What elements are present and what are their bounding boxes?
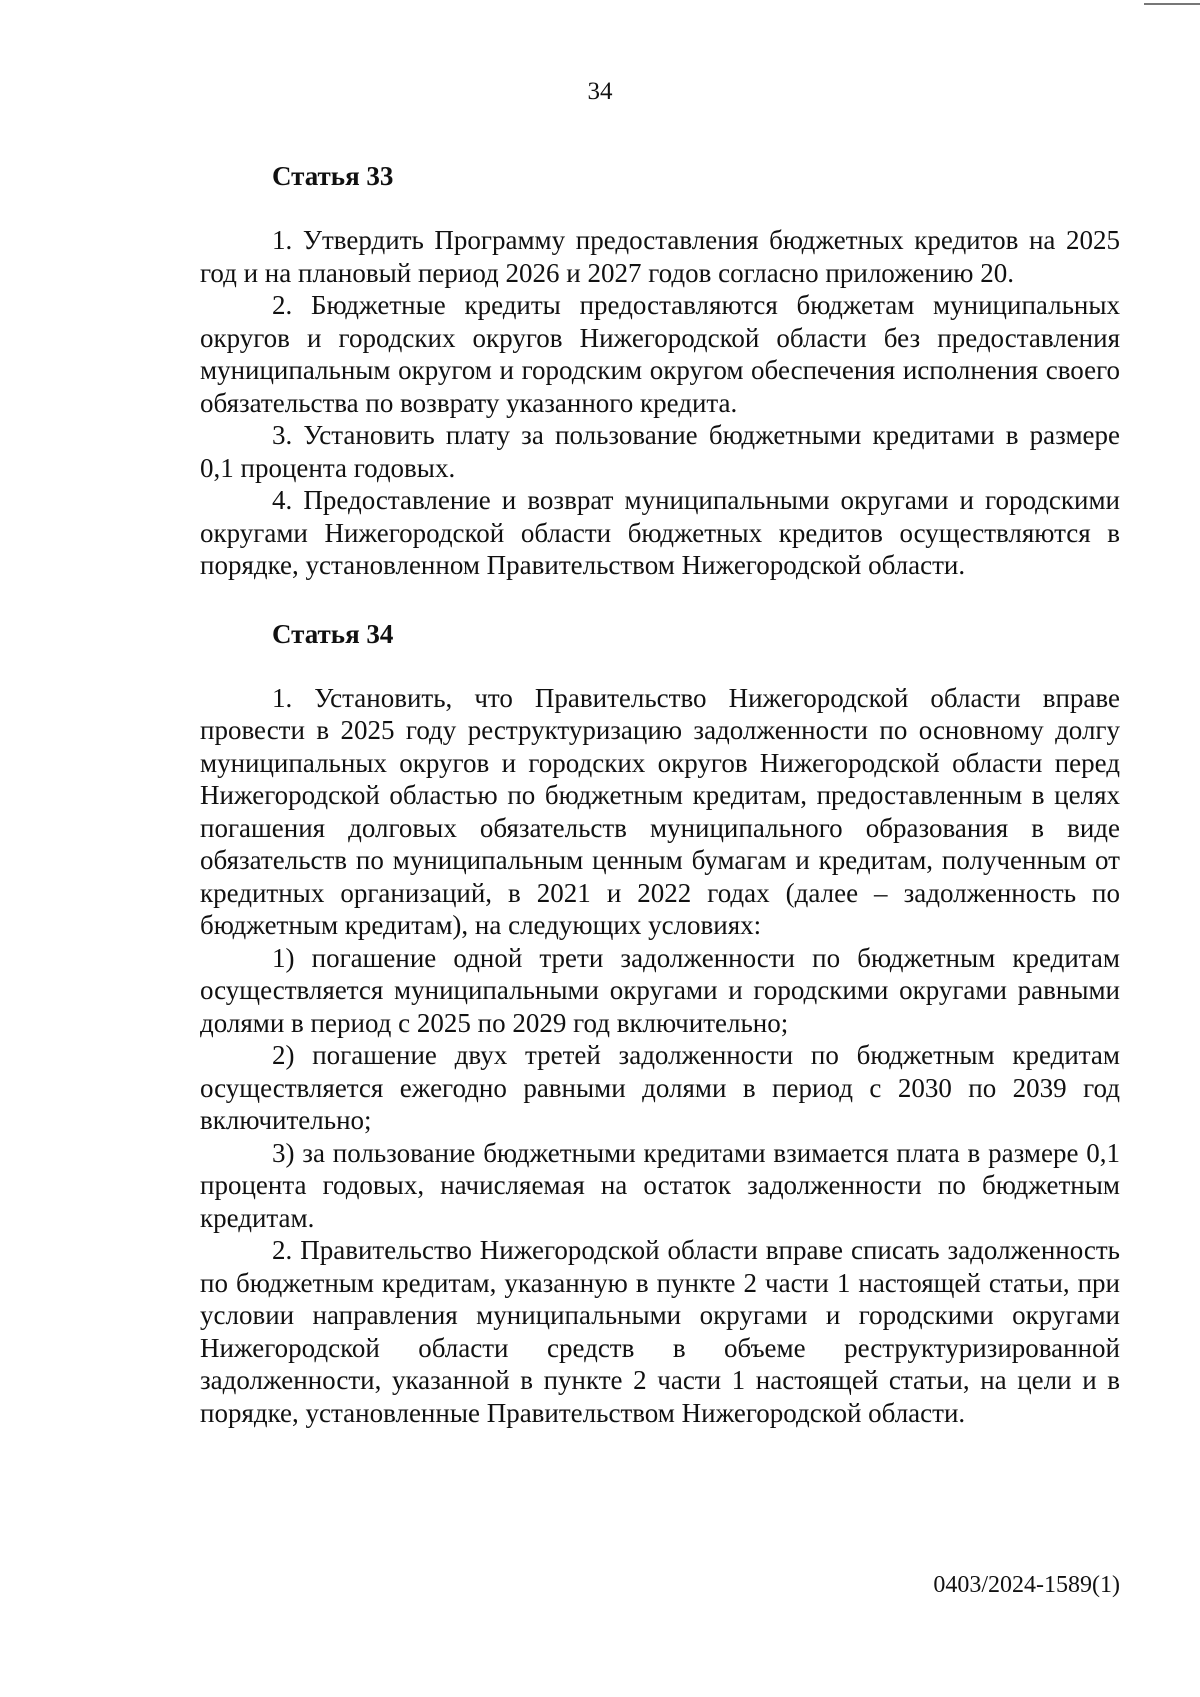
article-34-subitem-3: 3) за пользование бюджетными кредитами взимается плата в размере 0,1 процента годовых, начисляемая на остаток задолженности по бюджетным кредитам.: [200, 1137, 1120, 1233]
article-34-paragraph-1: 1. Установить, что Правительство Нижегородской области вправе провести в 2025 году реструктуризацию задолженности по основному долгу муниципальных округов и городских округов Нижегородской области перед Нижегородской областью по бюджетным кредитам, предоставленным в целях погашения долговых обязательств муниципального образования в виде обязательств по муниципальным ценным бумагам и кредитам, полученным от кредитных организаций, в 2021 и 2022 годах (далее – задолженность по бюджетным кредитам), на следующих условиях:: [200, 682, 1120, 940]
article-33-paragraph-4: 4. Предоставление и возврат муниципальными округами и городскими округами Нижегородской области бюджетных кредитов осуществляются в порядке, установленном Правительством Нижегородской области.: [200, 485, 1120, 580]
article-34-paragraph-2: 2. Правительство Нижегородской области вправе списать задолженность по бюджетным кредитам, указанную в пункте 2 части 1 настоящей статьи, при условии направления муниципальными округами и городскими округами Нижегородской области средств в объеме реструктуризированной задолженности, указанной в пункте 2 части 1 настоящей статьи, на цели и в порядке, установленные Правительством Нижегородской области.: [200, 1235, 1120, 1428]
article-33-paragraph-3: 3. Установить плату за пользование бюджетными кредитами в размере 0,1 процента годовых.: [200, 420, 1120, 483]
article-33-title: Статья 33: [272, 161, 394, 191]
article-34-subitem-2: 2) погашение двух третей задолженности по бюджетным кредитам осуществляется ежегодно равными долями в период с 2030 по 2039 год включительно;: [200, 1040, 1120, 1135]
article-33-paragraph-2: 2. Бюджетные кредиты предоставляются бюджетам муниципальных округов и городских округов Нижегородской области без предоставления муниципальным округом и городским округом обеспечения исполнения своего обязательства по возврату указанного кредита.: [200, 290, 1120, 418]
article-33-paragraph-1: 1. Утвердить Программу предоставления бюджетных кредитов на 2025 год и на плановый период 2026 и 2027 годов согласно приложению 20.: [200, 225, 1120, 288]
page-number: 34: [587, 78, 613, 105]
document-code: 0403/2024-1589(1): [933, 1572, 1120, 1598]
article-34-title: Статья 34: [272, 618, 394, 649]
document-body: [200, 160, 1120, 1429]
scan-edge-mark: [1144, 3, 1200, 5]
article-34-subitem-1: 1) погашение одной трети задолженности по бюджетным кредитам осуществляется муниципальными округами и городскими округами равными долями в период с 2025 по 2029 год включительно;: [200, 942, 1120, 1038]
